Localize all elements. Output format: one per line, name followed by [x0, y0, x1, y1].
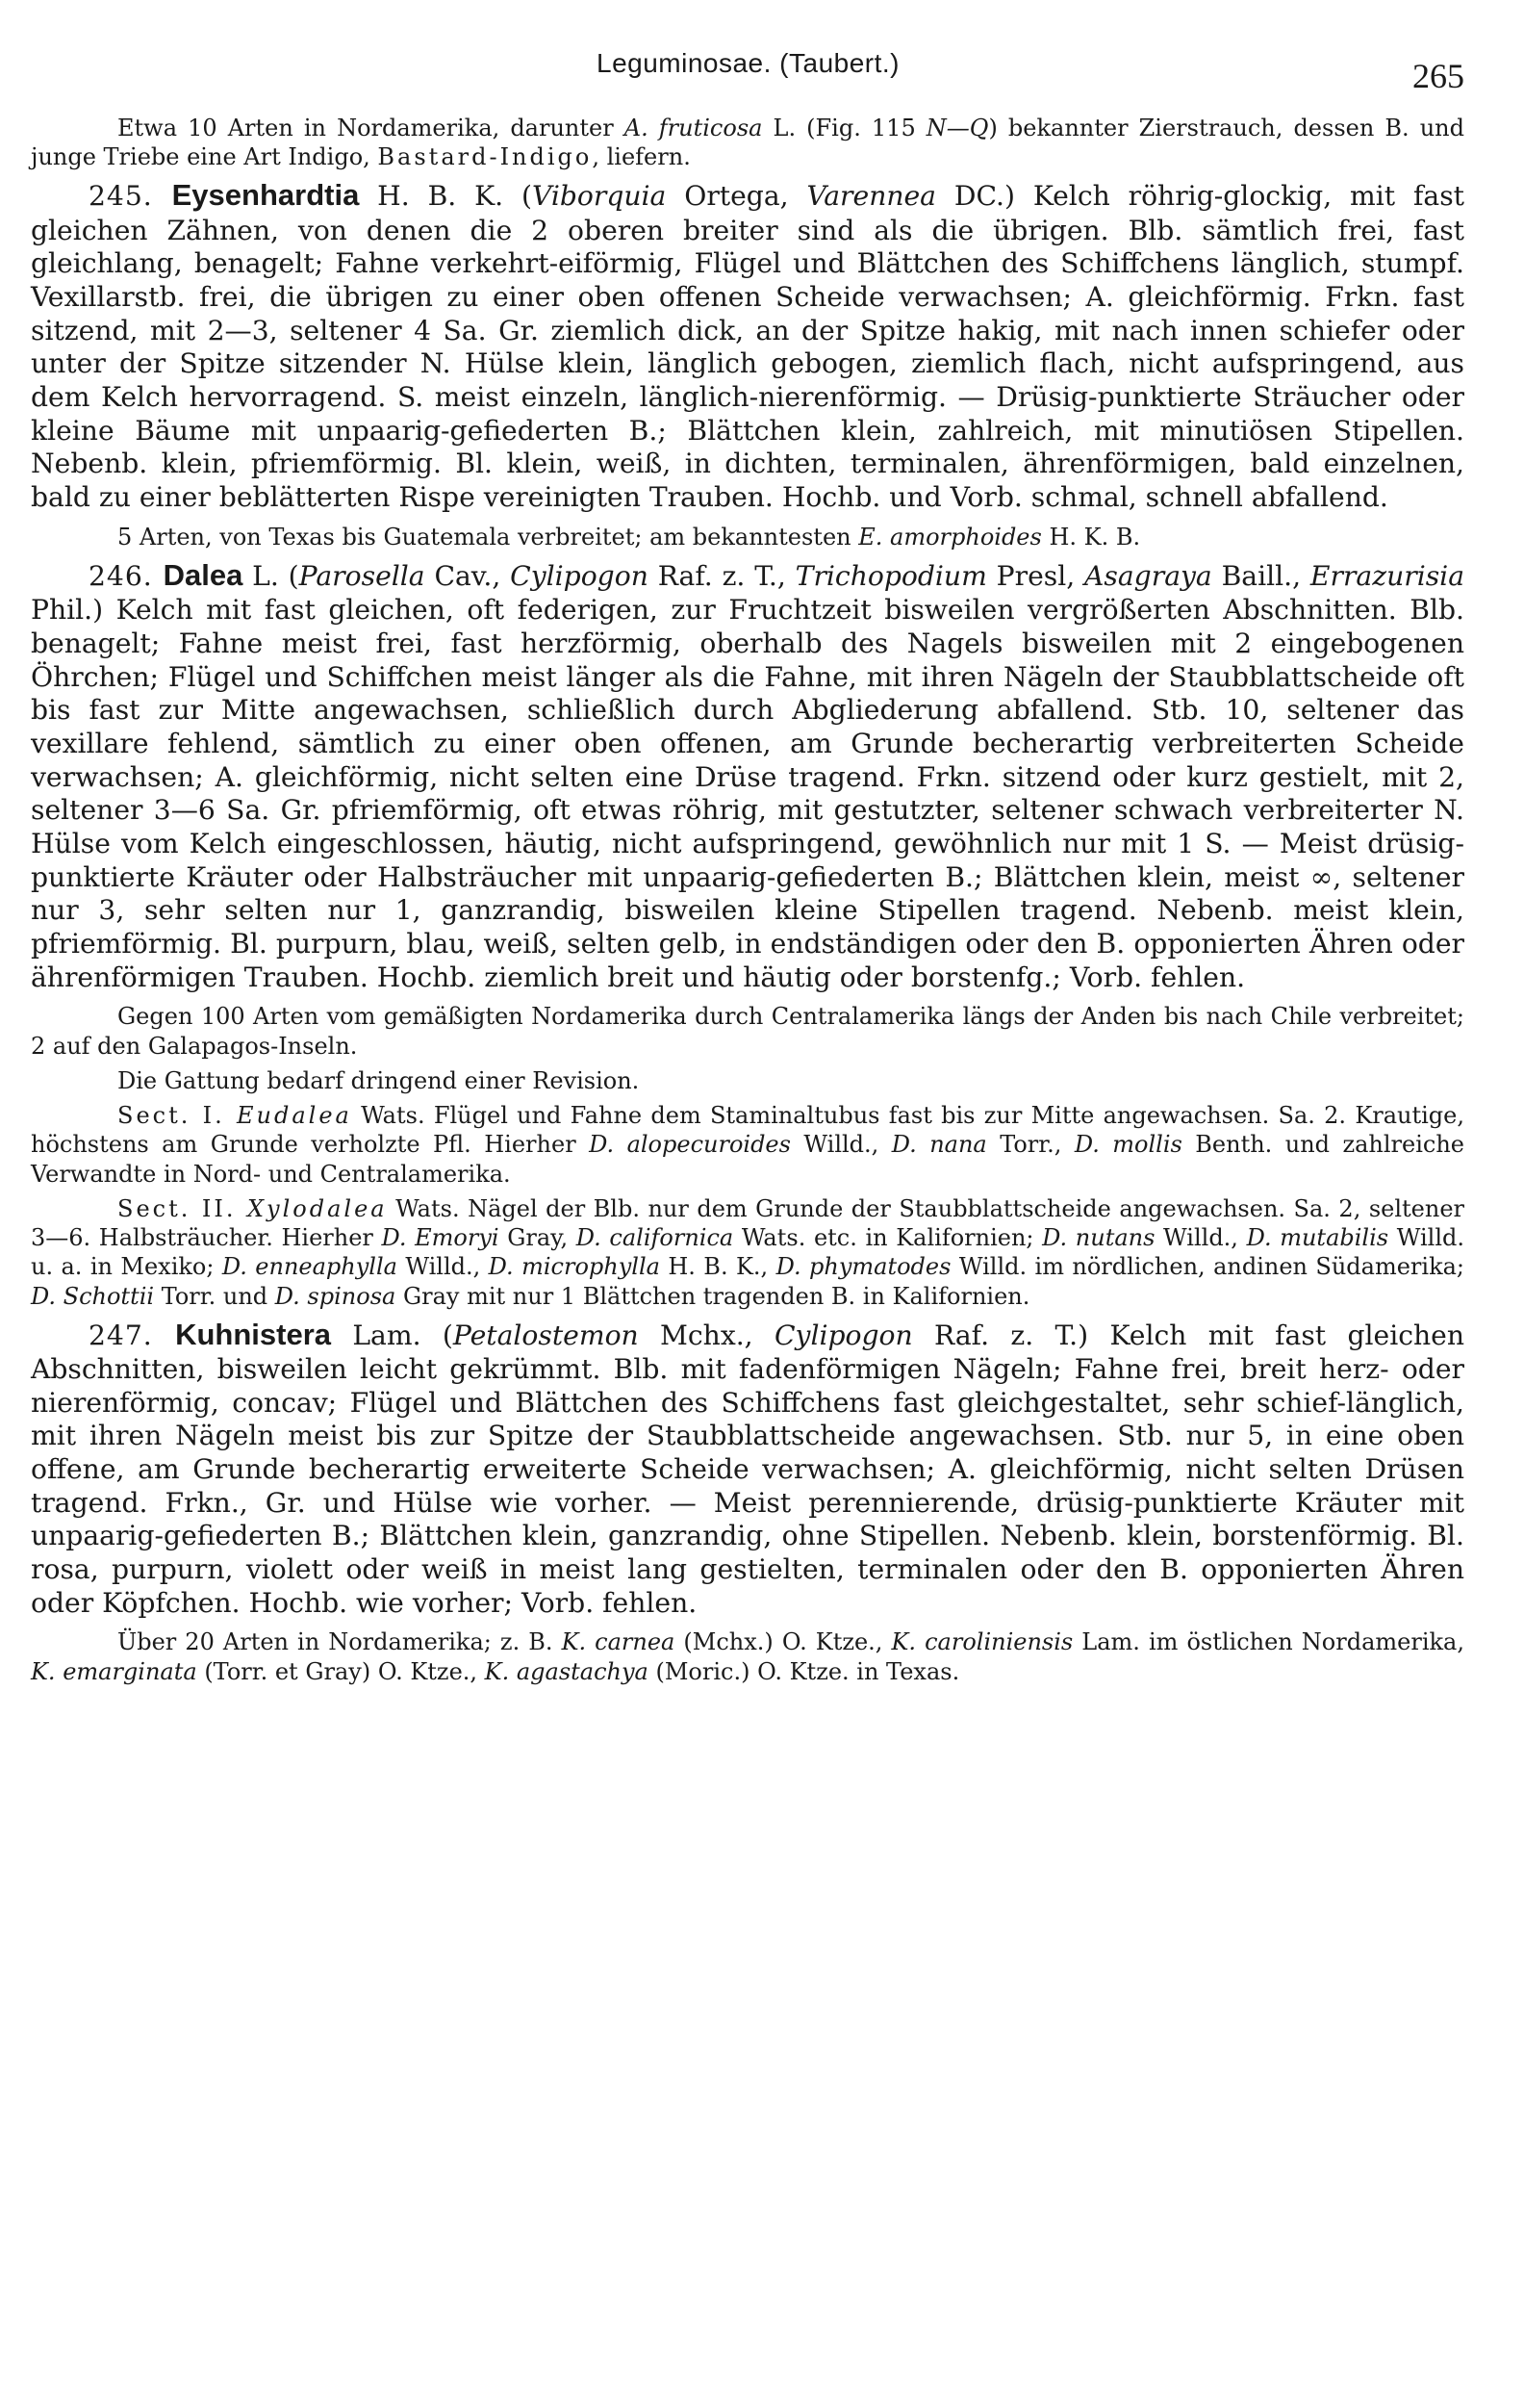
- dalea-revision-note: Die Gattung bedarf dringend einer Revision.: [117, 1066, 640, 1094]
- dalea-distribution-note: Gegen 100 Arten vom gemäßigten Nordamerika durch Centralamerika längs der Anden bis nach Chile verbreitet; 2 auf den Galapagos-Inseln.: [31, 1003, 1464, 1060]
- genus-number: 247.: [89, 1319, 176, 1351]
- genus-name: Eysenhardtia: [171, 178, 360, 213]
- genus-dalea: 246. Dalea L. (Parosella Cav., Cylipogon Raf. z. T., Trichopodium Presl, Asagraya Baill., Errazurisia Phil.) Kelch mit fast gleichen, oft federigen, zur Fruchtzeit bisweilen vergrößerten Abschnitten. Blb. benagelt; Fahne meist frei, fast herzförmig, oberhalb des Nagels bisweilen mit 2 eingebogenen Öhrchen; Flügel und Schiffchen meist länger als die Fahne, mit ihren Nägeln der Staubblattscheide oft bis fast zur Mitte angewachsen, schließlich durch Abgliederung abfallend. Stb. 10, seltener das vexillare fehlend, sämtlich zu einer oben offenen, am Grunde becherartig verbreiterten Scheide verwachsen; A. gleichförmig, nicht selten eine Drüse tragend. Frkn. sitzend oder kurz gestielt, mit 2, seltener 3—6 Sa. Gr. pfriemförmig, oft etwas röhrig, mit gestutzter, seltener schwach verbreiterter N. Hülse vom Kelch eingeschlossen, häutig, nicht aufspringend, gewöhnlich nur mit 1 S. — Meist drüsig-punktierte Kräuter oder Halbsträucher mit unpaarig-gefiederten B.; Blättchen klein, meist ∞, seltener nur 3, sehr selten nur 1, ganzrandig, bisweilen kleine Stipellen tragend. Nebenb. meist klein, pfriemförmig. Bl. purpurn, blau, weiß, selten gelb, in endständigen oder den B. opponierten Ähren oder ährenförmigen Trauben. Hochb. ziemlich breit und häutig oder borstenfg.; Vorb. fehlen.: [31, 558, 1465, 993]
- eysenhardtia-note: 5 Arten, von Texas bis Guatemala verbreitet; am bekanntesten E. amorphoides H. K. B.: [117, 523, 1141, 551]
- genus-kuhnistera: 247. Kuhnistera Lam. (Petalostemon Mchx., Cylipogon Raf. z. T.) Kelch mit fast gleichen Abschnitten, bisweilen leicht gekrümmt. Blb. mit fadenförmigen Nägeln; Fahne frei, breit herz- oder nierenförmig, concav; Flügel und Blättchen des Schiffchens fast gleichgestaltet, sehr schief-länglich, mit ihren Nägeln meist bis zur Spitze der Staubblattscheide angewachsen. Stb. nur 5, in eine oben offene, am Grunde becherartig erweiterte Scheide verwachsen; A. gleichförmig, nicht selten Drüsen tragend. Frkn., Gr. und Hülse wie vorher. — Meist perennierende, drüsig-punktierte Kräuter mit unpaarig-gefiederten B.; Blättchen klein, ganzrandig, ohne Stipellen. Nebenb. klein, borstenförmig. Bl. rosa, purpurn, violett oder weiß in meist lang gestielten, terminalen oder den B. opponierten Ähren oder Köpfchen. Hochb. wie vorher; Vorb. fehlen.: [31, 1317, 1464, 1619]
- genus-name: Dalea: [163, 558, 243, 593]
- genus-number: 246.: [89, 560, 164, 593]
- kuhnistera-note: Über 20 Arten in Nordamerika; z. B. K. carnea (Mchx.) O. Ktze., K. caroliniensis Lam. im östlichen Nordamerika, K. emarginata (Torr. et Gray) O. Ktze., K. agastachya (Moric.) O. Ktze. in Texas.: [31, 1628, 1464, 1685]
- dalea-section-eudalea: Sect. I. Eudalea Wats. Flügel und Fahne dem Staminaltubus fast bis zur Mitte angewachsen. Sa. 2. Krautige, höchstens am Grunde verholzte Pfl. Hierher D. alopecuroides Willd., D. nana Torr., D. mollis Benth. und zahlreiche Verwandte in Nord- und Centralamerika.: [31, 1102, 1465, 1188]
- genus-eysenhardtia: 245. Eysenhardtia H. B. K. (Viborquia Ortega, Varennea DC.) Kelch röhrig-glockig, mit fast gleichen Zähnen, von denen die 2 oberen breiter sind als die übrigen. Blb. sämtlich frei, fast gleichlang, benagelt; Fahne verkehrt-eiförmig, Flügel und Blättchen des Schiffchens länglich, stumpf. Vexillarstb. frei, die übrigen zu einer oben offenen Scheide verwachsen; A. gleichförmig. Frkn. fast sitzend, mit 2—3, seltener 4 Sa. Gr. ziemlich dick, an der Spitze hakig, mit nach innen schiefer oder unter der Spitze sitzender N. Hülse klein, länglich gebogen, ziemlich flach, nicht aufspringend, aus dem Kelch hervorragend. S. meist einzeln, länglich-nierenförmig. — Drüsig-punktierte Sträucher oder kleine Bäume mit unpaarig-gefiederten B.; Blättchen klein, zahlreich, mit minutiösen Stipellen. Nebenb. klein, pfriemförmig. Bl. klein, weiß, in dichten, terminalen, ährenförmigen, bald einzelnen, bald zu einer beblätterten Rispe vereinigten Trauben. Hochb. und Vorb. schmal, schnell abfallend.: [31, 178, 1464, 514]
- amorpha-note: Etwa 10 Arten in Nordamerika, darunter A. fruticosa L. (Fig. 115 N—Q) bekannter Zierstrauch, dessen B. und junge Triebe eine Art Indigo, Bastard-Indigo, liefern.: [31, 115, 1464, 171]
- dalea-section-xylodalea: Sect. II. Xylodalea Wats. Nägel der Blb. nur dem Grunde der Staubblattscheide angewachsen. Sa. 2, seltener 3—6. Halbsträucher. Hierher D. Emoryi Gray, D. californica Wats. etc. in Kalifornien; D. nutans Willd., D. mutabilis Willd. u. a. in Mexiko; D. enneaphylla Willd., D. microphylla H. B. K., D. phymatodes Willd. im nördlichen, andinen Südamerika; D. Schottii Torr. und D. spinosa Gray mit nur 1 Blättchen tragenden B. in Kalifornien.: [31, 1194, 1465, 1310]
- running-head: [0, 42, 1524, 95]
- page-body: [31, 114, 1464, 1692]
- page-number: 265: [1412, 57, 1464, 95]
- running-title: Leguminosae. (Taubert.): [597, 48, 901, 78]
- genus-name: Kuhnistera: [175, 1317, 332, 1351]
- genus-number: 245.: [89, 180, 172, 213]
